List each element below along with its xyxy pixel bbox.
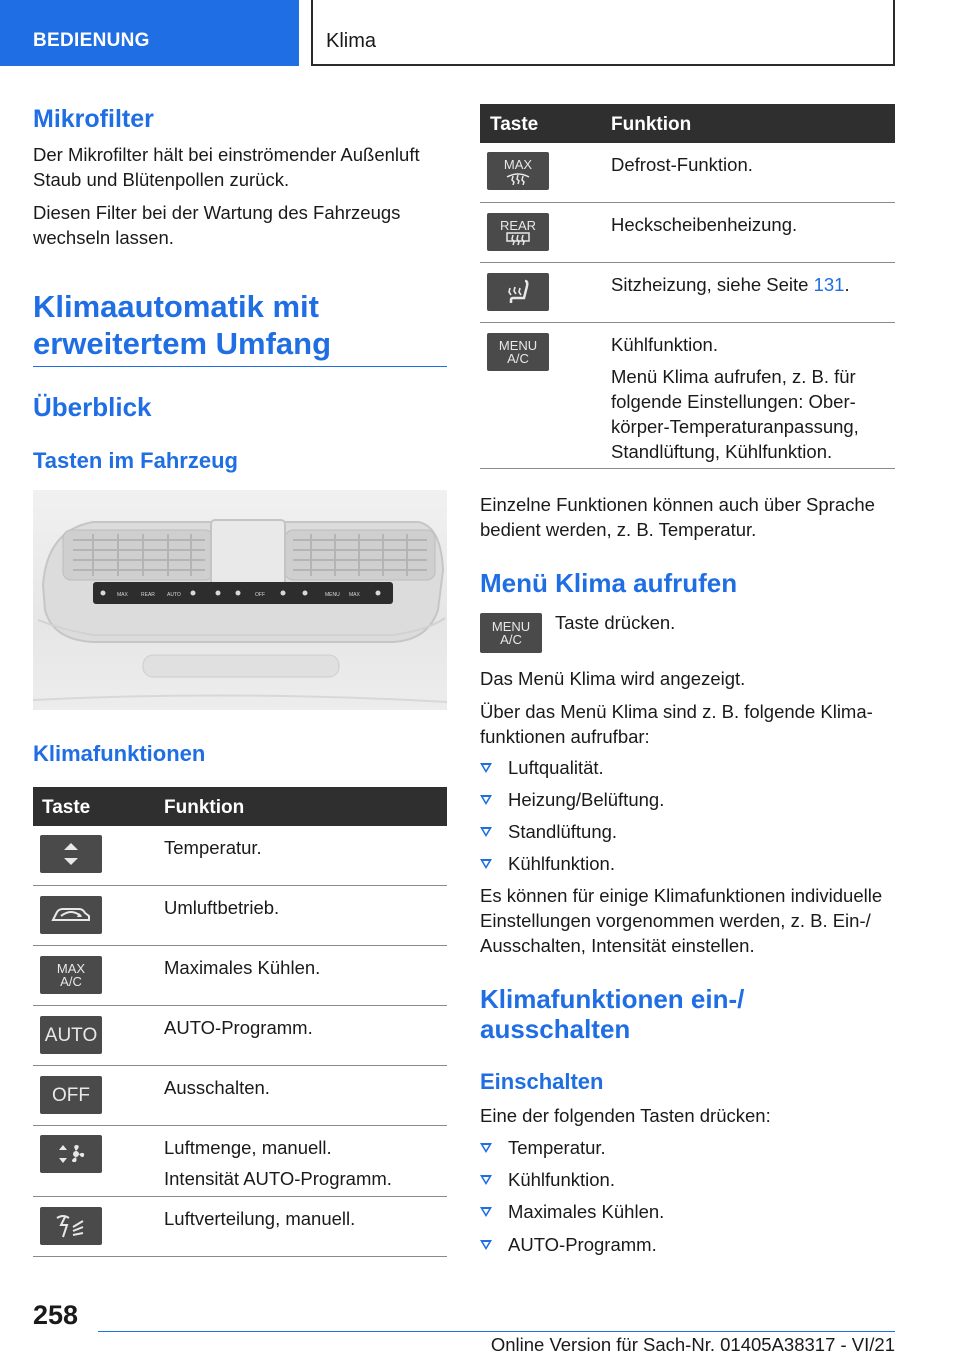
- key-label: OFF: [52, 1084, 90, 1106]
- list-item: [480, 755, 880, 780]
- mikrofilter-text-1a: Der Mikrofilter hält bei einströmender Außenluft: [33, 144, 420, 165]
- seat-heating-text-end: .: [844, 274, 850, 295]
- es-text-c: Ausschalten, Intensität einstellen.: [480, 935, 755, 956]
- key-label: MAX: [503, 156, 533, 172]
- seat-heating-text: Sitzheizung, siehe Seite: [611, 274, 814, 295]
- key-label-line-1: MENU: [498, 338, 538, 353]
- key-label-line-2: A/C: [507, 351, 529, 366]
- menu-shown-text: Das Menü Klima wird angezeigt.: [480, 668, 746, 689]
- mikrofilter-text-2b: wechseln lassen.: [33, 227, 174, 248]
- table-row: [33, 946, 447, 1006]
- ueberblick-heading: Überblick: [33, 392, 152, 422]
- tasten-heading: Tasten im Fahrzeug: [33, 448, 238, 473]
- einzelne-text-b: bedient werden, z. B. Temperatur.: [480, 519, 757, 540]
- function-text: Maximales Kühlen.: [164, 957, 321, 978]
- table-row: [480, 143, 895, 203]
- einschalten-heading: Einschalten: [480, 1069, 604, 1094]
- list-item: [480, 851, 880, 876]
- mikrofilter-text-2a: Diesen Filter bei der Wartung des Fahrzeugs: [33, 202, 401, 223]
- header-taste: Taste: [42, 797, 91, 818]
- list-item: [480, 1199, 880, 1224]
- photo-label-rear: REAR: [141, 592, 155, 598]
- mikrofilter-heading: Mikrofilter: [33, 105, 154, 133]
- ueber-text-b: funktionen aufrufbar:: [480, 726, 650, 747]
- footer-online-version: Online Version für Sach-Nr. 01405A38317 - VI/21: [490, 1334, 895, 1355]
- section-label: BEDIENUNG: [33, 30, 150, 51]
- function-text-2a: Menü Klima aufrufen, z. B. für: [611, 366, 856, 387]
- function-text: [611, 272, 850, 297]
- key-label: REAR: [499, 217, 537, 233]
- list-item-text: Luftqualität.: [508, 757, 604, 778]
- header-taste: Taste: [490, 114, 539, 135]
- bullet-triangle-icon: [480, 1175, 492, 1185]
- function-text-2b: folgende Einstellungen: Ober-: [611, 391, 856, 412]
- klimafunktionen-heading: Klimafunktionen: [33, 741, 206, 766]
- temperature-arrows-icon: [40, 835, 102, 873]
- table-row: [33, 886, 447, 946]
- function-text: Kühlfunktion.: [611, 334, 718, 355]
- list-item-text: Heizung/Belüftung.: [508, 789, 665, 810]
- function-text: Defrost-Funktion.: [611, 154, 753, 175]
- photo-label-auto: AUTO: [167, 592, 181, 598]
- table-header: [480, 104, 895, 143]
- einaus-heading-line-1: Klimafunktionen ein-/: [480, 984, 745, 1014]
- auto-icon: [40, 1016, 102, 1054]
- taste-druecken-text: Taste drücken.: [555, 612, 676, 633]
- klimafunktionen-table: [33, 787, 447, 1257]
- table-header: [33, 787, 447, 826]
- photo-label-menu: MENU: [325, 592, 340, 598]
- es-text-a: Es können für einige Klimafunktionen individuelle: [480, 885, 883, 906]
- bullet-triangle-icon: [480, 795, 492, 805]
- air-distribution-icon: [40, 1207, 102, 1245]
- menu-klima-heading: Menü Klima aufrufen: [480, 568, 738, 598]
- list-item-text: Standlüftung.: [508, 821, 618, 842]
- list-item: [480, 1167, 880, 1192]
- chapter-tab: [311, 0, 895, 66]
- dashboard-illustration: [33, 490, 447, 710]
- key-label-line-1: MAX: [56, 961, 86, 976]
- table-row: [33, 826, 447, 886]
- section-tab: [0, 0, 299, 66]
- menu-ac-icon: [487, 333, 549, 371]
- max-ac-icon: [40, 956, 102, 994]
- header-funktion: Funktion: [611, 114, 692, 135]
- page-number: 258: [33, 1300, 79, 1330]
- einaus-heading-line-2: ausschalten: [480, 1014, 631, 1044]
- list-item-text: Kühlfunktion.: [508, 853, 615, 874]
- key-label-line-1: MENU: [491, 619, 531, 634]
- table-row: [480, 203, 895, 263]
- list-item-text: Kühlfunktion.: [508, 1169, 615, 1190]
- list-item-text: Maximales Kühlen.: [508, 1201, 665, 1222]
- function-text: Ausschalten.: [164, 1077, 270, 1098]
- menu-ac-key-icon: [480, 613, 542, 653]
- header-funktion: Funktion: [164, 797, 245, 818]
- function-text: Umluftbetrieb.: [164, 897, 280, 918]
- function-text: Luftmenge, manuell.: [164, 1137, 332, 1158]
- photo-label-max-ac: MAX: [349, 592, 360, 598]
- table-row: [480, 323, 895, 469]
- function-text: Luftverteilung, manuell.: [164, 1208, 356, 1229]
- max-defrost-icon: [487, 152, 549, 190]
- einzelne-text-a: Einzelne Funktionen können auch über Sprache: [480, 494, 875, 515]
- rear-defrost-icon: [487, 213, 549, 251]
- function-text: Temperatur.: [164, 837, 262, 858]
- main-title-line-2: erweitertem Umfang: [33, 326, 332, 361]
- key-label: AUTO: [44, 1024, 98, 1046]
- list-item: [480, 1135, 880, 1160]
- footer-rule: [98, 1331, 895, 1332]
- bullet-triangle-icon: [480, 827, 492, 837]
- seat-heating-icon: [487, 273, 549, 311]
- mikrofilter-text-1b: Staub und Blütenpollen zurück.: [33, 169, 290, 190]
- function-text-2d: Standlüftung, Kühlfunktion.: [611, 441, 833, 462]
- table-row: [33, 1197, 447, 1257]
- bullet-triangle-icon: [480, 1207, 492, 1217]
- title-underline: [33, 366, 447, 367]
- es-text-b: Einstellungen vorgenommen werden, z. B. Ein-/: [480, 910, 871, 931]
- dashboard-photo: [33, 490, 447, 710]
- bullet-triangle-icon: [480, 859, 492, 869]
- list-item-text: AUTO-Programm.: [508, 1234, 657, 1255]
- funktion-table-continued: [480, 104, 895, 469]
- function-text: AUTO-Programm.: [164, 1017, 313, 1038]
- table-row: [33, 1126, 447, 1197]
- eine-der-text: Eine der folgenden Tasten drücken:: [480, 1105, 771, 1126]
- function-text-2: Intensität AUTO-Programm.: [164, 1168, 392, 1189]
- bullet-triangle-icon: [480, 1143, 492, 1153]
- page-link-131[interactable]: 131: [813, 274, 845, 295]
- list-item: [480, 1232, 880, 1257]
- off-icon: [40, 1076, 102, 1114]
- function-text-2c: körper-Temperaturanpassung,: [611, 416, 859, 437]
- list-item: [480, 819, 880, 844]
- fan-arrows-icon: [40, 1135, 102, 1173]
- ueber-text-a: Über das Menü Klima sind z. B. folgende Klima-: [480, 701, 873, 722]
- table-row: [33, 1006, 447, 1066]
- list-item-text: Temperatur.: [508, 1137, 606, 1158]
- photo-label-max: MAX: [117, 592, 128, 598]
- photo-label-off: OFF: [255, 592, 265, 598]
- bullet-triangle-icon: [480, 1240, 492, 1250]
- bullet-triangle-icon: [480, 763, 492, 773]
- key-label-line-2: A/C: [500, 632, 522, 647]
- list-item: [480, 787, 880, 812]
- table-row: [33, 1066, 447, 1126]
- recirculation-car-icon: [40, 896, 102, 934]
- function-text: Heckscheibenheizung.: [611, 214, 798, 235]
- table-row: [480, 263, 895, 323]
- chapter-label: Klima: [326, 30, 377, 52]
- main-title-line-1: Klimaautomatik mit: [33, 289, 319, 324]
- key-label-line-2: A/C: [60, 974, 82, 989]
